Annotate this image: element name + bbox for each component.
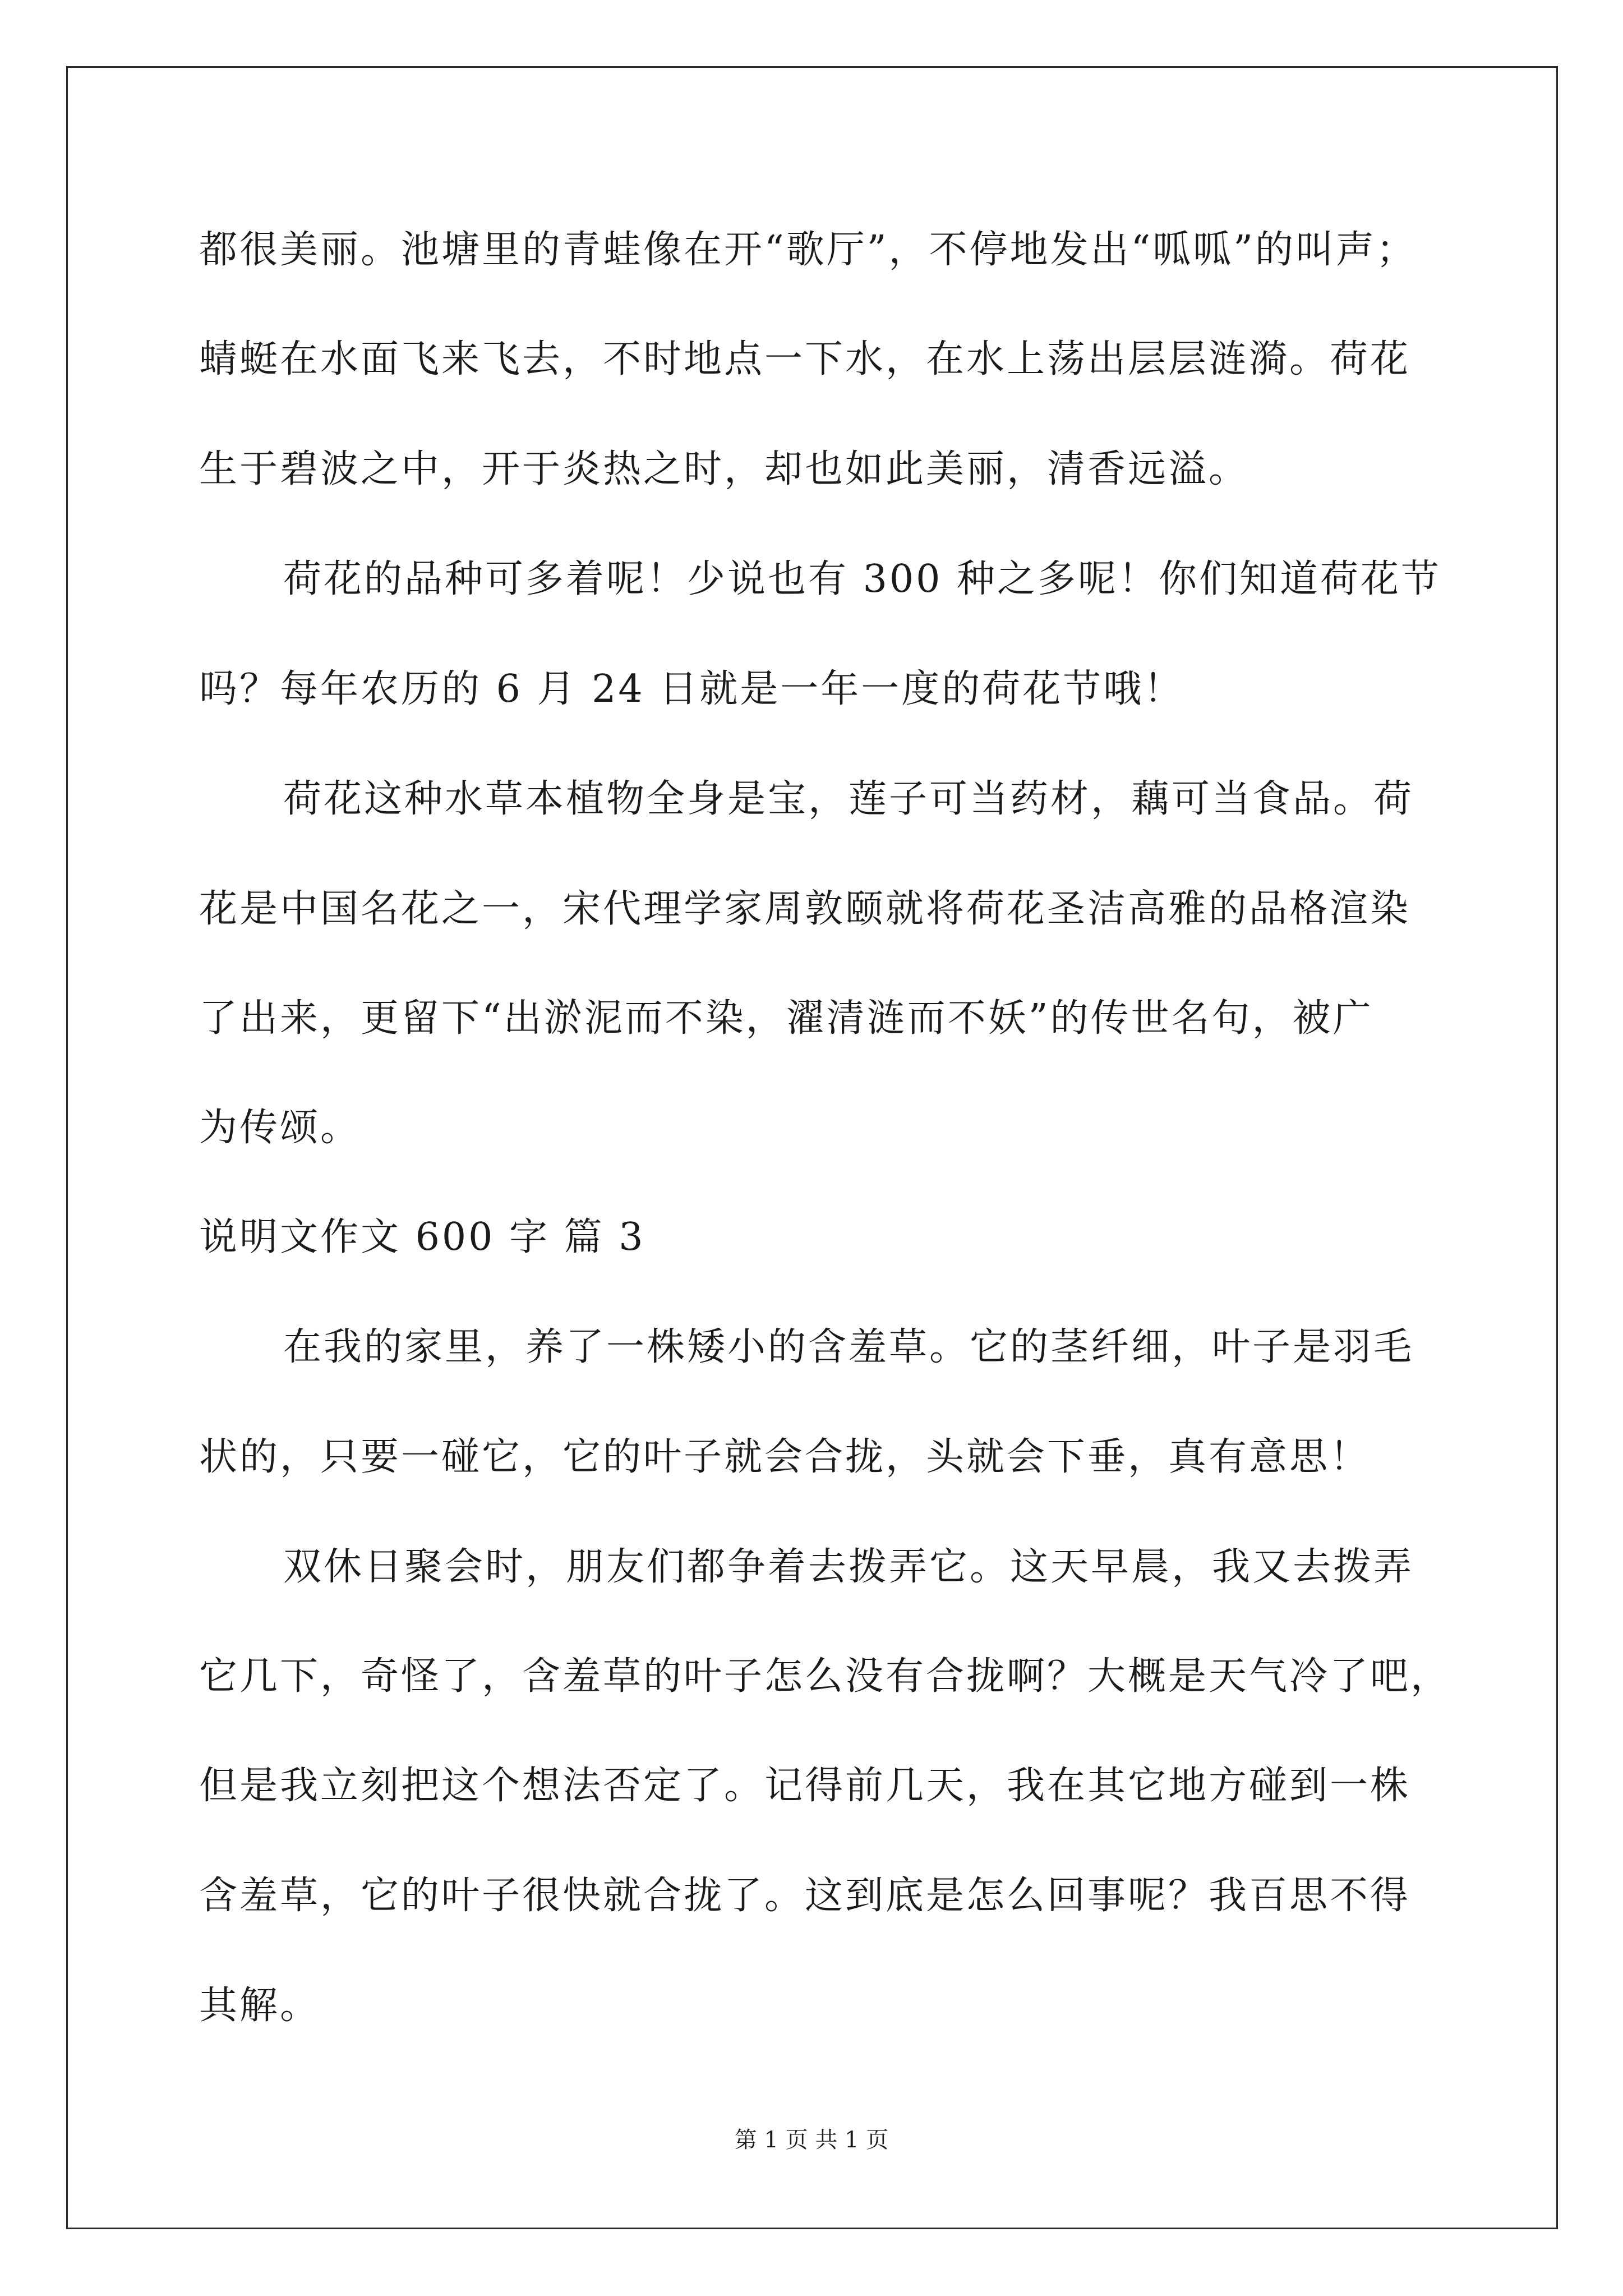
section-heading: 说明文作文 600 字 篇 3 <box>199 1215 645 1259</box>
paragraph-line: 在我的家里，养了一株矮小的含羞草。它的茎纤细，叶子是羽毛 <box>283 1325 1414 1369</box>
paragraph-line: 为传颂。 <box>199 1106 361 1150</box>
paragraph-line: 了出来，更留下“出淤泥而不染，濯清涟而不妖”的传世名句，被广 <box>199 996 1373 1041</box>
paragraph-line: 它几下，奇怪了，含羞草的叶子怎么没有合拢啊？大概是天气冷了吧， <box>199 1654 1451 1699</box>
paragraph-line: 荷花这种水草本植物全身是宝，莲子可当药材，藕可当食品。荷 <box>283 777 1414 821</box>
paragraph-line: 都很美丽。池塘里的青蛙像在开“歌厅”，不停地发出“呱呱”的叫声； <box>199 228 1417 272</box>
paragraph-line: 含羞草，它的叶子很快就合拢了。这到底是怎么回事呢？我百思不得 <box>199 1874 1411 1918</box>
page-number-footer: 第 1 页 共 1 页 <box>734 2127 889 2153</box>
paragraph-line: 但是我立刻把这个想法否定了。记得前几天，我在其它地方碰到一株 <box>199 1764 1411 1808</box>
paragraph-line: 荷花的品种可多着呢！少说也有 300 种之多呢！你们知道荷花节 <box>283 557 1442 601</box>
paragraph-line: 其解。 <box>199 1984 321 2028</box>
paragraph-line: 吗？每年农历的 6 月 24 日就是一年一度的荷花节哦！ <box>199 667 1184 711</box>
paragraph-line: 双休日聚会时，朋友们都争着去拨弄它。这天早晨，我又去拨弄 <box>283 1545 1414 1589</box>
paragraph-line: 蜻蜓在水面飞来飞去，不时地点一下水，在水上荡出层层涟漪。荷花 <box>199 337 1411 381</box>
paragraph-line: 状的，只要一碰它，它的叶子就会合拢，头就会下垂，真有意思！ <box>199 1435 1371 1479</box>
paragraph-line: 生于碧波之中，开于炎热之时，却也如此美丽，清香远溢。 <box>199 447 1249 491</box>
paragraph-line: 花是中国名花之一，宋代理学家周敦颐就将荷花圣洁高雅的品格渲染 <box>199 887 1411 931</box>
